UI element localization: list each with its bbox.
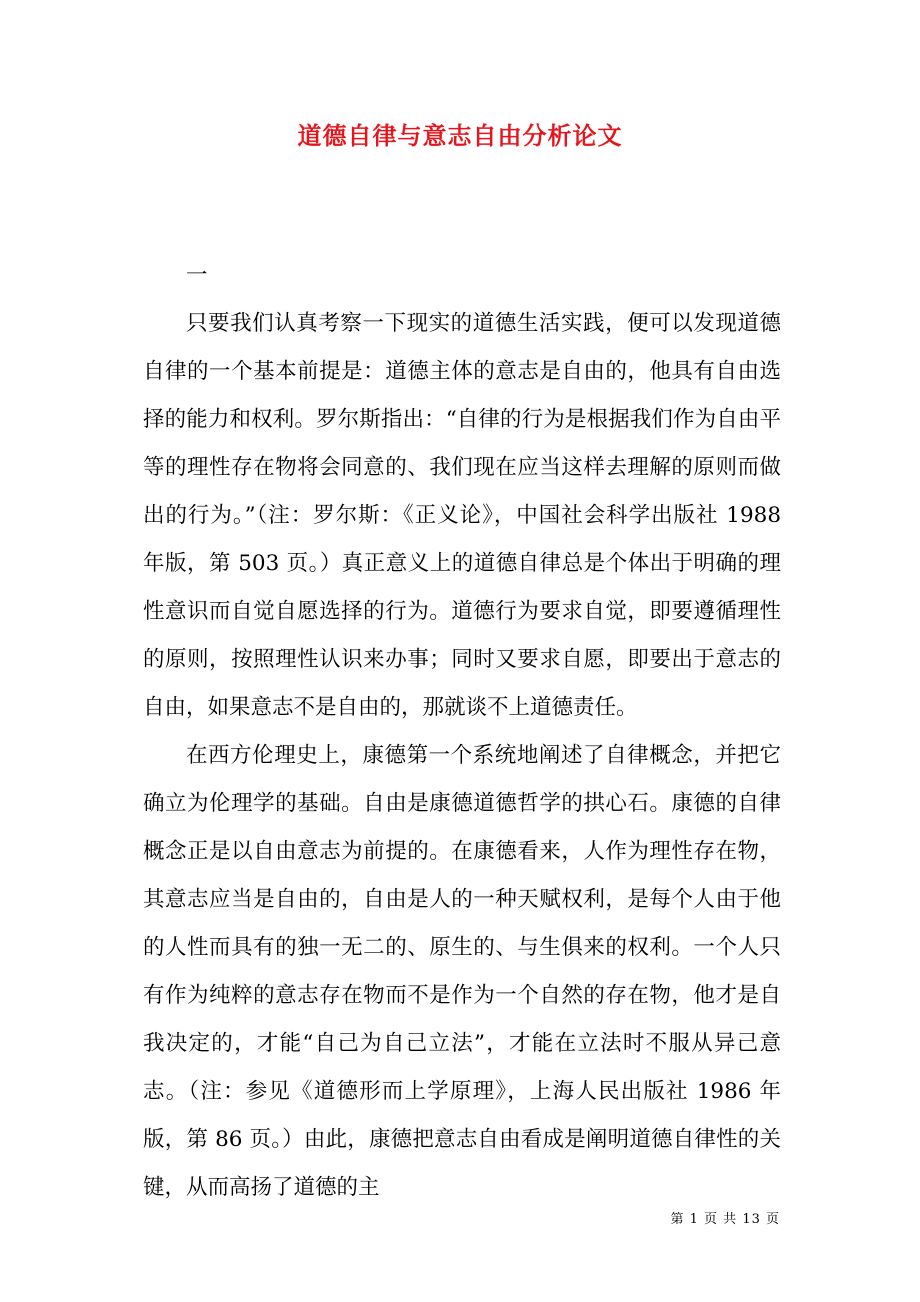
document-title: 道德自律与意志自由分析论文 <box>297 121 623 150</box>
paragraph-1: 只要我们认真考察一下现实的道德生活实践，便可以发现道德自律的一个基本前提是：道德主体的意志是自由的，他具有自由选择的能力和权利。罗尔斯指出：“自律的行为是根据我们作为自由平等的理性存在物将会同意的、我们现在应当这样去理解的原则而做出的行为。”（注：罗尔斯：《正义论》，中国社会科学出版社 1988 年版，第 503 页。）真正意义上的道德自律总是个体出于明确的理性意识而自觉自愿选择的行为。道德行为要求自觉，即要遵循理性的原则，按照理性认识来办事；同时又要求自愿，即要出于意志的自由，如果意志不是自由的，那就谈不上道德责任。 <box>143 311 781 720</box>
page-number-footer: 第 1 页 共 13 页 <box>670 1212 780 1227</box>
section-marker: 一 <box>186 263 208 288</box>
paragraph-2: 在西方伦理史上，康德第一个系统地阐述了自律概念，并把它确立为伦理学的基础。自由是康德道德哲学的拱心石。康德的自律概念正是以自由意志为前提的。在康德看来，人作为理性存在物，其意志应当是自由的，自由是人的一种天赋权利，是每个人由于他的人性而具有的独一无二的、原生的、与生俱来的权利。一个人只有作为纯粹的意志存在物而不是作为一个自然的存在物，他才是自我决定的，才能“自己为自己立法”，才能在立法时不服从异己意志。（注：参见《道德形而上学原理》，上海人民出版社 1986 年版，第 86 页。）由此，康德把意志自由看成是阐明道德自律性的关键，从而高扬了道德的主 <box>143 743 781 1200</box>
document-body <box>143 252 781 1212</box>
